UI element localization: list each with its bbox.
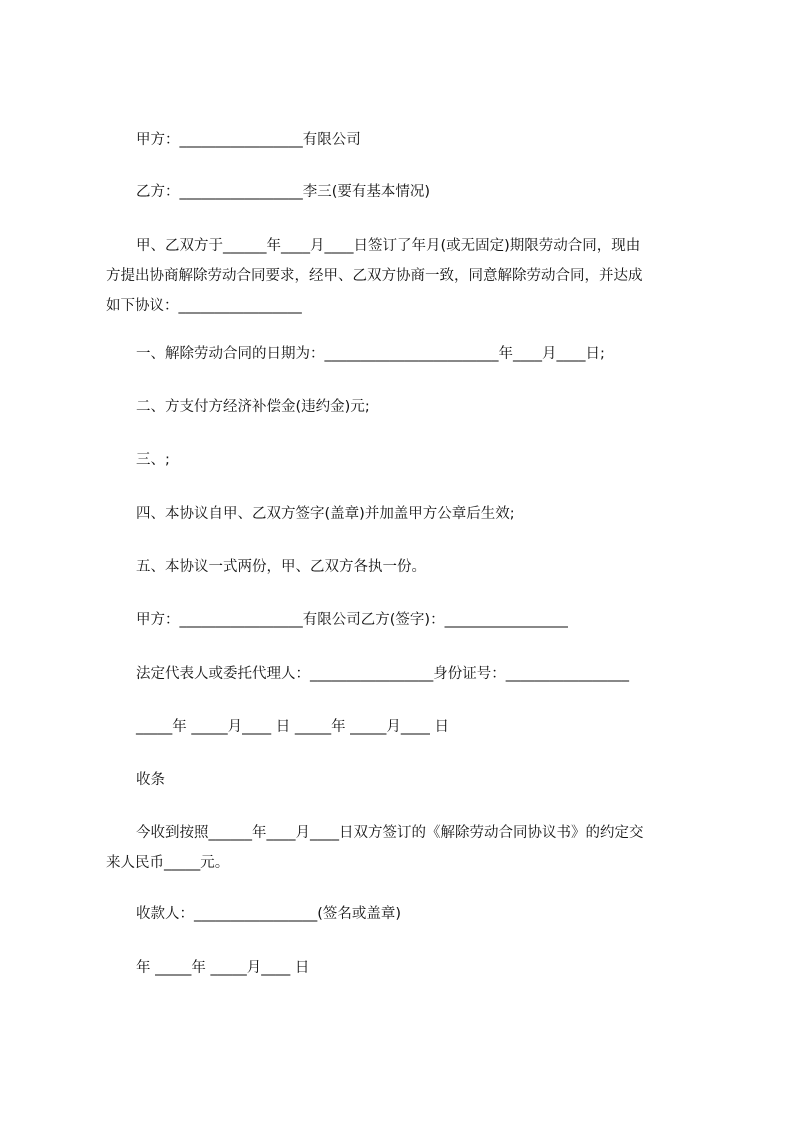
intro-paragraph [106,236,706,316]
clause-3: 三、; [136,452,170,468]
party-b-line: 乙方：_________________李三(要有基本情况) [136,184,431,200]
signature-parties-line: 甲方：_________________有限公司乙方(签字)：_________________ [136,612,568,628]
representative-line: 法定代表人或委托代理人：_________________身份证号：_________________ [136,666,629,682]
party-a-line: 甲方：_________________有限公司 [136,132,361,148]
intro-line-1: 甲、乙双方于______年____月____日签订了年月(或无固定)期限劳动合同，现由 [136,238,641,254]
clause-4: 四、本协议自甲、乙双方签字(盖章)并加盖甲方公章后生效; [136,506,515,522]
payee-line: 收款人：_________________(签名或盖章) [136,906,402,922]
intro-line-3: 如下协议：_________________ [106,298,302,314]
clause-2: 二、方支付方经济补偿金(违约金)元; [136,399,370,415]
receipt-line-1: 今收到按照______年____月____日双方签订的《解除劳动合同协议书》的约定交 [136,825,644,841]
clause-1: 一、解除劳动合同的日期为：________________________年____月____日; [136,346,605,362]
payee-date-line: 年 _____年 _____月____ 日 [136,960,310,976]
intro-line-2: 方提出协商解除劳动合同要求，经甲、乙双方协商一致，同意解除劳动合同，并达成 [106,268,643,284]
receipt-paragraph [106,823,706,873]
receipt-title: 收条 [136,772,165,788]
signature-dates-line: _____年 _____月____ 日 _____年 _____月____ 日 [136,719,450,735]
receipt-line-2: 来人民币_____元。 [106,855,230,871]
clause-5: 五、本协议一式两份，甲、乙双方各执一份。 [136,559,426,575]
